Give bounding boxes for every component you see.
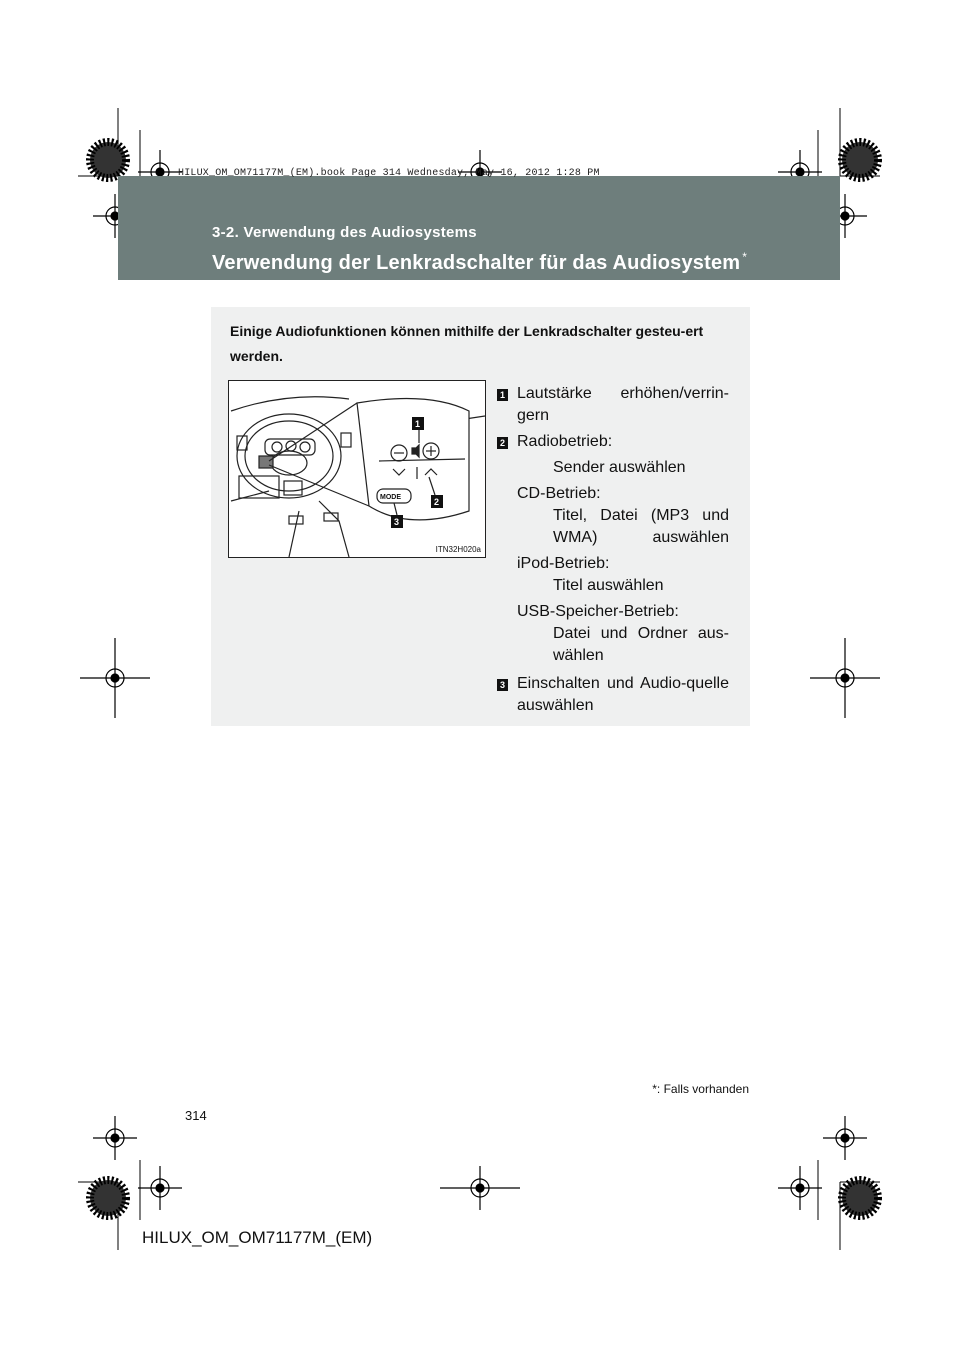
callout-2: 2 bbox=[434, 497, 440, 507]
sub-item-label: CD-Betrieb: bbox=[517, 485, 601, 502]
function-list bbox=[497, 383, 729, 717]
title-marker: * bbox=[742, 250, 748, 264]
steering-wheel-illustration bbox=[229, 381, 485, 557]
section-label: 3-2. Verwendung des Audiosystems bbox=[212, 224, 477, 241]
sub-item-desc: Datei und Ordner aus-wählen bbox=[553, 625, 729, 664]
sub-item-label: iPod-Betrieb: bbox=[517, 555, 610, 572]
callout-1: 1 bbox=[415, 419, 421, 429]
document-code: HILUX_OM_OM71177M_(EM) bbox=[142, 1228, 373, 1247]
figure-code: ITN32H020a bbox=[435, 545, 481, 554]
list-item bbox=[497, 673, 729, 717]
steering-wheel-figure bbox=[228, 380, 486, 558]
book-stamp: HILUX_OM_OM71177M_(EM).book Page 314 Wednesday, May 16, 2012 1:28 PM bbox=[178, 168, 600, 179]
item-text: Einschalten und Audio-quelle auswählen bbox=[517, 675, 729, 714]
list-item bbox=[497, 383, 729, 427]
item-number-badge: 2 bbox=[497, 437, 508, 449]
sub-item-label: USB-Speicher-Betrieb: bbox=[517, 603, 679, 620]
sub-item-desc: Sender auswählen bbox=[553, 459, 686, 476]
list-item bbox=[497, 431, 729, 453]
intro-text: Einige Audiofunktionen können mithilfe der Lenkradschalter gesteu-ert werden. bbox=[230, 323, 704, 364]
page-title-text: Verwendung der Lenkradschalter für das Audiosystem bbox=[212, 252, 741, 274]
item-number-badge: 1 bbox=[497, 389, 508, 401]
item-text: Radiobetrieb: bbox=[517, 433, 613, 450]
sub-item-desc: Titel, Datei (MP3 und WMA) auswählen bbox=[553, 507, 729, 546]
item-text: Lautstärke erhöhen/verrin-gern bbox=[517, 385, 729, 424]
page-title bbox=[212, 250, 747, 275]
sub-item-desc: Titel auswählen bbox=[553, 577, 664, 594]
page-number: 314 bbox=[185, 1108, 207, 1123]
callout-3: 3 bbox=[394, 517, 400, 527]
footnote: *: Falls vorhanden bbox=[652, 1082, 749, 1096]
mode-button-label: MODE bbox=[380, 494, 401, 501]
item-number-badge: 3 bbox=[497, 679, 508, 691]
